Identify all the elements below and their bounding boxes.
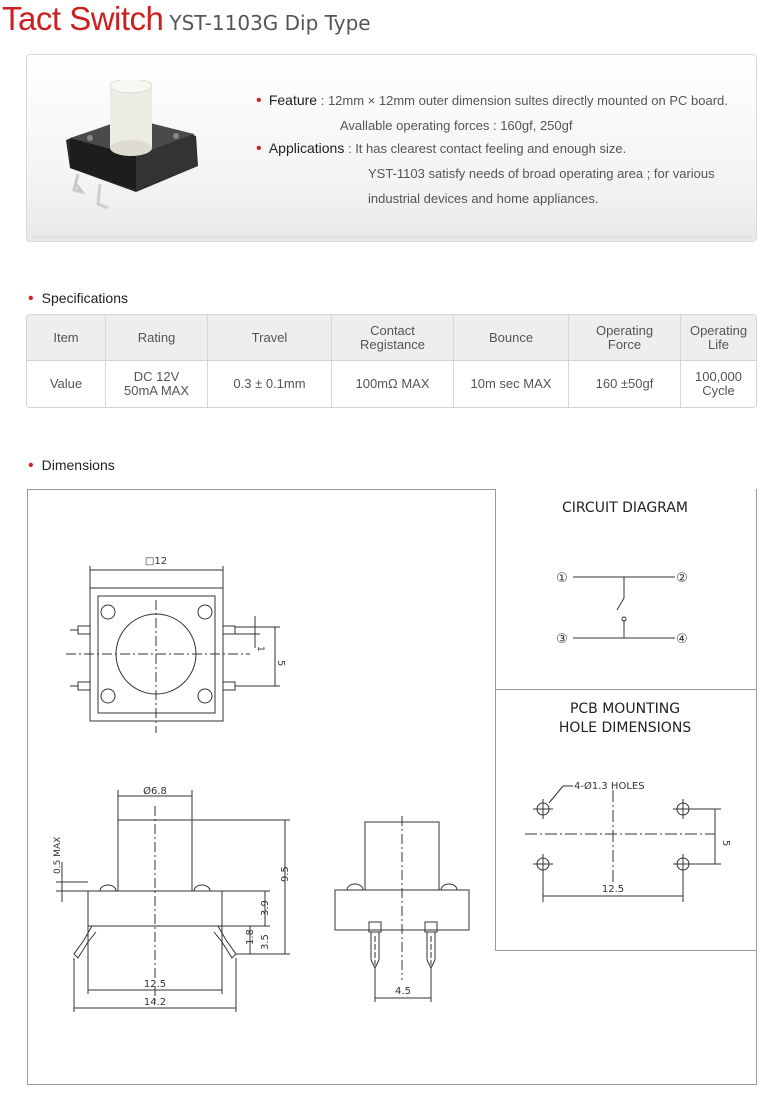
- applications-label: Applications: [268, 140, 345, 156]
- switch-plunger: [110, 86, 152, 148]
- table-cell: 100mΩ MAX: [332, 361, 454, 408]
- front-pin-pitch-label: 4.5: [395, 986, 411, 997]
- dimensions-heading: [28, 457, 115, 475]
- bullet-icon: •: [256, 140, 262, 157]
- side-pin-bend-label: 1.8: [245, 929, 256, 945]
- top-view-width-label: □12: [144, 556, 168, 567]
- pcb-holes-label: 4-Ø1.3 HOLES: [574, 781, 645, 792]
- bullet-icon: •: [256, 92, 262, 109]
- side-total-height-label: 9.5: [280, 866, 291, 882]
- specifications-heading: [28, 290, 128, 308]
- feature-line-2: Avallable operating forces : 160gf, 250gf: [340, 118, 573, 133]
- top-view-drawing: [60, 548, 300, 748]
- switch-pin: [98, 184, 108, 208]
- switch-corner-dot: [173, 133, 179, 139]
- bullet-icon: •: [28, 457, 34, 474]
- applications-line-3: industrial devices and home appliances.: [368, 191, 599, 206]
- circuit-diagram-title: CIRCUIT DIAGRAM: [562, 500, 688, 516]
- pcb-hole-diagram: [495, 770, 755, 910]
- circuit-diagram: [495, 540, 755, 680]
- table-header-cell: Bounce: [454, 315, 569, 361]
- applications-text: : It has clearest contact feeling and enough size.: [347, 141, 627, 156]
- table-header-cell: Operating Force: [569, 315, 681, 361]
- bullet-icon: •: [28, 290, 34, 307]
- table-header-cell: Contact Registance: [332, 315, 454, 361]
- specifications-table: [26, 314, 757, 408]
- feature-text: : 12mm × 12mm outer dimension sultes directly mounted on PC board.: [320, 93, 728, 108]
- table-cell: 0.3 ± 0.1mm: [208, 361, 332, 408]
- table-header-cell: Operating Life: [681, 315, 757, 361]
- switch-pin: [74, 174, 82, 192]
- specifications-title: Specifications: [41, 290, 128, 306]
- feature-label: Feature: [268, 92, 318, 108]
- title-sub: YST-1103G Dip Type: [169, 11, 371, 35]
- side-inner-width-label: 12.5: [143, 979, 167, 990]
- table-row: [27, 361, 756, 408]
- pin-1-label: ①: [556, 571, 568, 586]
- table-cell: Value: [27, 361, 106, 408]
- pcb-title: [495, 700, 755, 738]
- switch-corner-dot: [87, 135, 93, 141]
- side-view-drawing: [40, 782, 300, 1032]
- top-view-pin-pitch-label: 5: [275, 660, 286, 667]
- table-header-cell: Travel: [208, 315, 332, 361]
- pcb-dim-horizontal: 12.5: [601, 884, 625, 895]
- table-cell: DC 12V 50mA MAX: [106, 361, 208, 408]
- applications-line: [256, 140, 626, 158]
- box-shadow-strip: [31, 235, 752, 239]
- front-view-drawing: [325, 810, 475, 1010]
- tact-switch-photo: [60, 80, 210, 220]
- switch-plunger-base: [110, 140, 152, 156]
- table-cell: 160 ±50gf: [569, 361, 681, 408]
- table-header-row: [27, 315, 756, 361]
- page-title: [2, 0, 371, 38]
- top-view-pin-small-label: 1: [255, 646, 265, 652]
- side-plunger-dia-label: Ø6.8: [143, 786, 167, 797]
- side-body-height-label: 3.9: [260, 900, 271, 916]
- pin-3-label: ③: [556, 632, 568, 647]
- table-cell: 10m sec MAX: [454, 361, 569, 408]
- pin-2-label: ②: [676, 571, 688, 586]
- applications-line-2: YST-1103 satisfy needs of broad operating area ; for various: [368, 166, 715, 181]
- table-header-cell: Rating: [106, 315, 208, 361]
- pcb-title-line-1: PCB MOUNTING: [569, 701, 681, 717]
- side-travel-label: 0.5 MAX: [53, 836, 63, 874]
- title-main: Tact Switch: [2, 0, 164, 37]
- dimensions-title: Dimensions: [41, 457, 115, 473]
- pcb-dim-vertical: 5: [720, 840, 731, 847]
- pin-4-label: ④: [676, 632, 688, 647]
- side-outer-width-label: 14.2: [143, 997, 167, 1008]
- table-header-cell: Item: [27, 315, 106, 361]
- side-pin-length-label: 3.5: [260, 934, 271, 950]
- pcb-title-line-2: HOLE DIMENSIONS: [558, 720, 692, 736]
- feature-line: [256, 92, 728, 110]
- switch-plunger-top: [110, 80, 152, 93]
- table-cell: 100,000 Cycle: [681, 361, 757, 408]
